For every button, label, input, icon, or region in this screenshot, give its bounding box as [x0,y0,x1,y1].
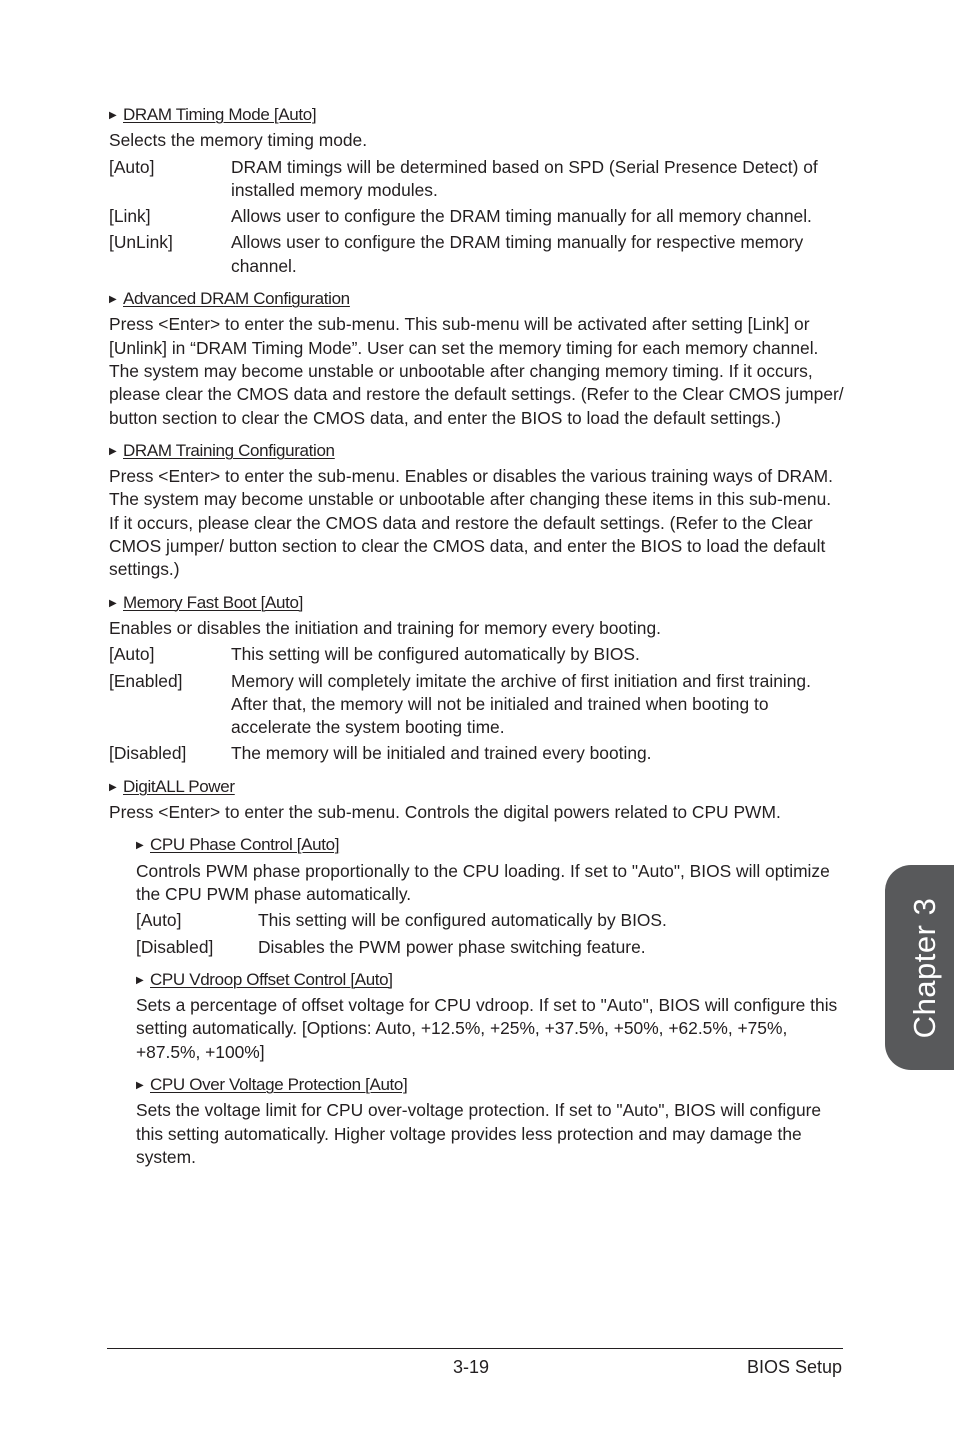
option-desc: This setting will be configured automatically by BIOS. [231,644,640,665]
option-row [136,936,845,959]
subsection-heading: ▶ CPU Over Voltage Protection [Auto] [136,1073,845,1096]
subsection-text: Sets a percentage of offset voltage for CPU vdroop. If set to "Auto", BIOS will configure this setting automatically. [Options: Auto, +12.5%, +25%, +37.5%, +50%, +62.5%, +75%, +87.5%, +100%] [136,995,838,1062]
subsection-cpu-vdroop-offset-control [136,968,845,1064]
section-text: Press <Enter> to enter the sub-menu. Controls the digital powers related to CPU PWM. [109,802,781,823]
option-row [109,231,845,278]
option-row [109,156,845,203]
subsection-heading: ▶ CPU Phase Control [Auto] [136,833,845,856]
triangle-bullet-icon: ▶ [109,110,117,121]
option-key: [Auto] [109,644,155,665]
section-dram-timing-mode [109,103,845,278]
option-key: [Enabled] [109,670,183,691]
triangle-bullet-icon: ▶ [136,974,144,986]
section-digitall-power [109,775,845,825]
triangle-bullet-icon: ▶ [109,597,117,609]
option-row [109,643,845,666]
chapter-label: Chapter 3 [907,897,942,1038]
section-text: Selects the memory timing mode. [109,130,368,151]
subsection-heading: ▶ CPU Vdroop Offset Control [Auto] [136,968,845,991]
triangle-bullet-icon: ▶ [109,294,117,306]
footer-divider [107,1348,843,1349]
section-advanced-dram-configuration [109,287,845,430]
triangle-bullet-icon: ▶ [136,840,144,852]
option-desc: Allows user to configure the DRAM timing manually for all memory channel. [231,206,812,227]
option-row [109,670,845,740]
option-row [109,205,845,228]
option-row [136,909,845,932]
section-text: Press <Enter> to enter the sub-menu. Enables or disables the various training ways of DRAM. The system may become unstable or unbootable after changing these items in this sub-menu. If it occurs, please clear the CMOS data and restore the default settings. (Refer to the Clear CMOS jumper/ button section to clear the CMOS data, and enter the BIOS to load the default settings.) [109,466,834,580]
section-heading: ▶ DRAM Timing Mode [Auto] [109,103,845,126]
option-desc: Allows user to configure the DRAM timing manually for respective memory channel. [231,232,804,276]
option-key: [Link] [109,206,151,227]
option-desc: DRAM timings will be determined based on SPD (Serial Presence Detect) of installed memory modules. [231,156,818,200]
section-heading: ▶ Advanced DRAM Configuration [109,287,845,310]
section-dram-training-configuration [109,439,845,582]
triangle-bullet-icon: ▶ [109,781,117,793]
option-desc: The memory will be initialed and trained every booting. [231,743,652,764]
option-key: [Auto] [109,156,155,177]
option-desc: Disables the PWM power phase switching feature. [258,936,646,957]
option-key: [Auto] [136,910,182,931]
subsection-cpu-over-voltage-protection [136,1073,845,1169]
subsection-cpu-phase-control [136,833,845,958]
page-number: 3-19 [453,1357,490,1377]
option-desc: Memory will completely imitate the archive of first initiation and first training. After that, the memory will not be initialed and trained when booting to accelerate the system booting time. [231,670,811,738]
section-heading: ▶ Memory Fast Boot [Auto] [109,591,845,614]
subsection-text: Sets the voltage limit for CPU over-voltage protection. If set to "Auto", BIOS will configure this setting automatically. Higher voltage provides less protection and may damage the system. [136,1100,822,1167]
section-heading: ▶ DRAM Training Configuration [109,439,845,462]
option-key: [UnLink] [109,232,173,253]
option-key: [Disabled] [136,936,214,957]
triangle-bullet-icon: ▶ [136,1079,144,1091]
triangle-bullet-icon: ▶ [109,445,117,457]
section-memory-fast-boot [109,591,845,766]
section-heading: ▶ DigitALL Power [109,775,845,798]
section-text: Press <Enter> to enter the sub-menu. This sub-menu will be activated after setting [Link] or [Unlink] in “DRAM Timing Mode”. User can set the memory timing for each memory channel. The system may become unstable or unbootable after changing memory timing. If it occurs, please clear the CMOS data and restore the default settings. (Refer to the Clear CMOS jumper/ button section to clear the CMOS data, and enter the BIOS to load the default settings.) [109,314,844,428]
section-text: Enables or disables the initiation and training for memory every booting. [109,617,661,638]
manual-body [109,103,845,1178]
chapter-tab [885,865,954,1070]
subsection-text: Controls PWM phase proportionally to the CPU loading. If set to "Auto", BIOS will optimize the CPU PWM phase automatically. [136,860,830,904]
option-row [109,742,845,765]
option-key: [Disabled] [109,743,187,764]
option-desc: This setting will be configured automatically by BIOS. [258,910,667,931]
footer-title: BIOS Setup [746,1357,842,1377]
